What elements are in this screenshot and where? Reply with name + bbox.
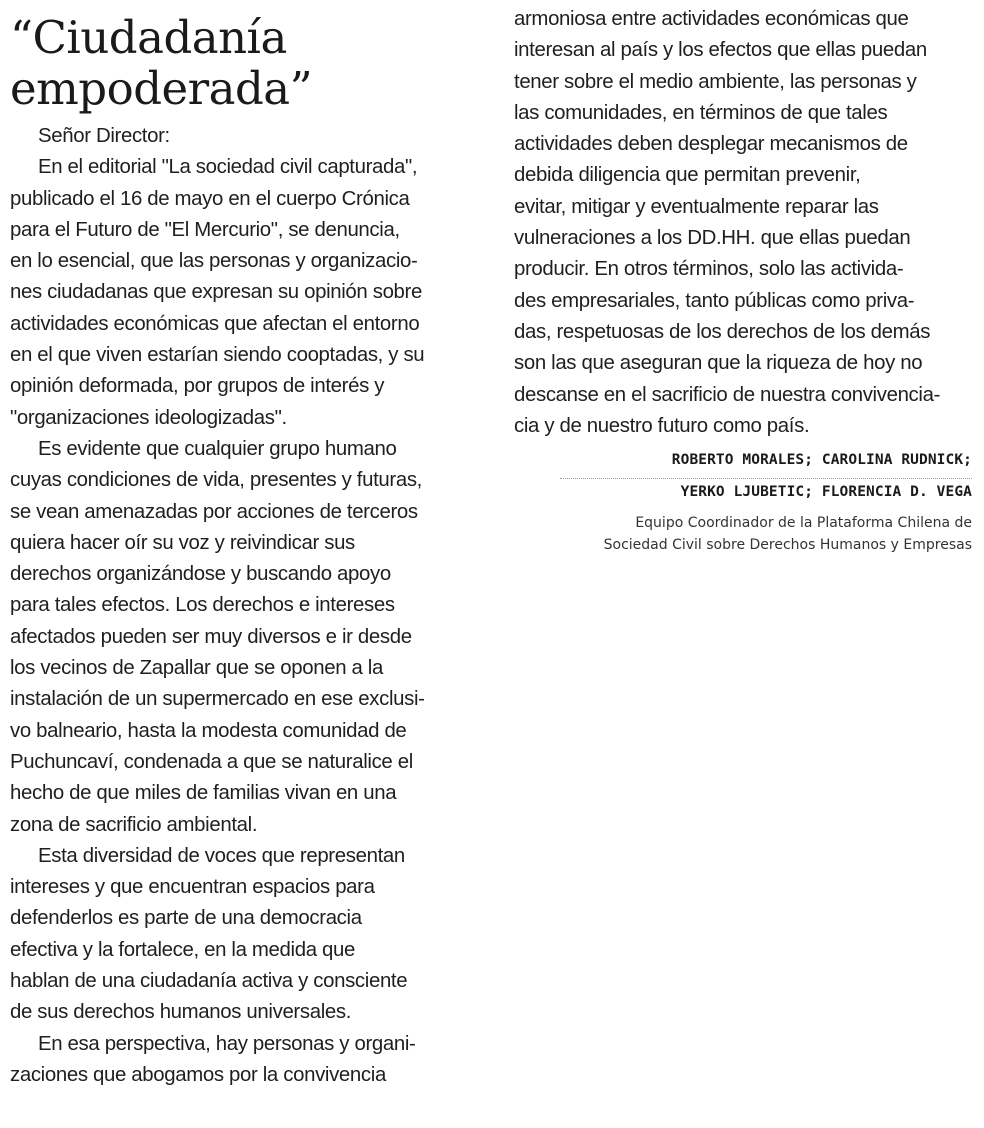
body-line: vulneraciones a los DD.HH. que ellas puedan: [514, 227, 911, 250]
body-line: actividades económicas que afectan el entorno: [10, 312, 420, 335]
body-line: derechos organizándose y buscando apoyo: [10, 563, 391, 586]
body-line: hecho de que miles de familias vivan en una: [10, 782, 397, 805]
body-line: En el editorial "La sociedad civil capturada",: [38, 156, 418, 179]
body-line: nes ciudadanas que expresan su opinión sobre: [10, 281, 422, 304]
body-line: defenderlos es parte de una democracia: [10, 907, 362, 930]
signature-divider: [560, 478, 972, 479]
body-line: en lo esencial, que las personas y organizacio-: [10, 250, 418, 273]
body-line: los vecinos de Zapallar que se oponen a la: [10, 657, 383, 680]
body-line: Esta diversidad de voces que representan: [38, 844, 405, 867]
signature-names-line: ROBERTO MORALES; CAROLINA RUDNICK;: [671, 452, 972, 468]
letter-right-column: [514, 4, 974, 442]
body-line: publicado el 16 de mayo en el cuerpo Crónica: [10, 187, 410, 210]
body-line: tener sobre el medio ambiente, las personas y: [514, 70, 917, 93]
body-line: das, respetuosas de los derechos de los demás: [514, 320, 931, 343]
signature-names-line: YERKO LJUBETIC; FLORENCIA D. VEGA: [680, 484, 972, 500]
body-line: afectados pueden ser muy diversos e ir desde: [10, 625, 412, 648]
body-line: armoniosa entre actividades económicas que: [514, 8, 909, 30]
signature-affiliation: [502, 512, 972, 556]
body-line: descanse en el sacrificio de nuestra convivencia-: [514, 383, 941, 406]
body-line: En esa perspectiva, hay personas y organi-: [38, 1032, 416, 1055]
body-line: zona de sacrificio ambiental.: [10, 813, 258, 836]
body-line: producir. En otros términos, solo las activida-: [514, 258, 904, 281]
body-line: se vean amenazadas por acciones de terceros: [10, 500, 418, 523]
body-line: quiera hacer oír su voz y reivindicar sus: [10, 531, 355, 554]
headline-line: “Ciudadanía: [10, 11, 287, 64]
body-line: cia y de nuestro futuro como país.: [514, 414, 810, 437]
body-line: cuyas condiciones de vida, presentes y futuras,: [10, 469, 422, 492]
body-line: en el que viven estarían siendo cooptadas, y su: [10, 344, 425, 367]
body-line: vo balneario, hasta la modesta comunidad de: [10, 719, 407, 742]
body-line: intereses y que encuentran espacios para: [10, 876, 375, 899]
headline: [10, 12, 480, 114]
body-line: Puchuncaví, condenada a que se naturalice el: [10, 750, 413, 773]
body-line: efectiva y la fortalece, en la medida que: [10, 938, 355, 961]
body-line: para tales efectos. Los derechos e intereses: [10, 594, 395, 617]
body-line: "organizaciones ideologizadas".: [10, 406, 287, 429]
body-line: actividades deben desplegar mecanismos de: [514, 133, 908, 156]
body-line: las comunidades, en términos de que tales: [514, 101, 888, 124]
letter-left-column: [10, 121, 480, 1091]
body-line: son las que aseguran que la riqueza de hoy no: [514, 352, 923, 375]
body-line: evitar, mitigar y eventualmente reparar las: [514, 195, 879, 218]
body-line: interesan al país y los efectos que ellas puedan: [514, 39, 927, 62]
body-line: des empresariales, tanto públicas como priva-: [514, 289, 915, 312]
body-line: hablan de una ciudadanía activa y consciente: [10, 970, 408, 993]
affiliation-line: Equipo Coordinador de la Plataforma Chilena de: [635, 515, 972, 531]
body-line: Es evidente que cualquier grupo humano: [38, 437, 397, 460]
body-line: de sus derechos humanos universales.: [10, 1001, 352, 1024]
affiliation-line: Sociedad Civil sobre Derechos Humanos y Empresas: [603, 537, 972, 553]
body-line: debida diligencia que permitan prevenir,: [514, 164, 861, 187]
salutation: Señor Director:: [38, 125, 170, 147]
body-line: opinión deformada, por grupos de interés y: [10, 375, 385, 398]
body-line: instalación de un supermercado en ese exclusi-: [10, 688, 425, 711]
headline-line: empoderada”: [10, 62, 313, 115]
body-line: zaciones que abogamos por la convivencia: [10, 1063, 386, 1086]
body-line: para el Futuro de "El Mercurio", se denuncia,: [10, 218, 400, 241]
